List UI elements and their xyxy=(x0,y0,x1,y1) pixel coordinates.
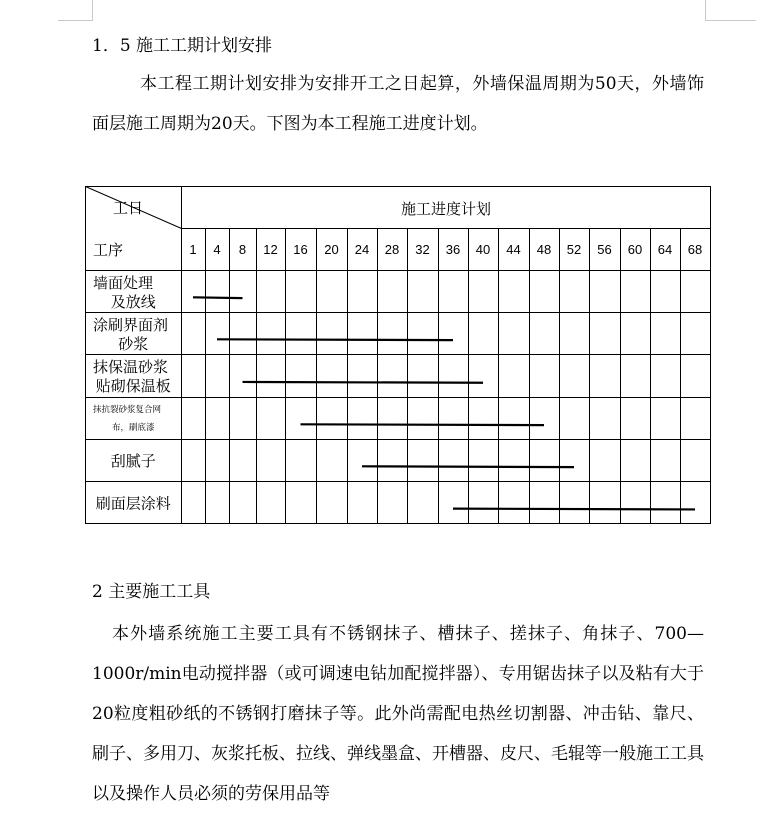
task-label: 贴砌保温板 xyxy=(95,377,171,395)
corner-label-bottom: 工序 xyxy=(93,241,124,259)
task-bar xyxy=(453,509,695,510)
section2-heading: 2 主要施工工具 xyxy=(92,582,211,602)
section2-paragraph: 本外墙系统施工主要工具有不锈钢抹子、槽抹子、搓抹子、角抹子、700—1000r/min电动搅拌器（或可调速电钻加配搅拌器）、专用锯齿抹子以及粘有大于20粒度粗砂纸的不锈钢打磨抹子等。此外尚需配电热丝切割器、冲击钻、靠尺、刷子、多用刀、灰浆托板、拉线、弹线墨盒、开槽器、皮尺、毛辊等一般施工工具以及操作人员必须的劳保用品等 xyxy=(92,624,704,804)
day-label: 4 xyxy=(213,242,221,257)
day-label: 24 xyxy=(354,242,370,257)
gantt-chart xyxy=(85,186,713,526)
day-label: 64 xyxy=(657,242,673,257)
day-label: 28 xyxy=(384,242,400,257)
day-label: 12 xyxy=(263,242,278,257)
page-corner-mark-left xyxy=(58,0,93,21)
section1-paragraph: 本工程工期计划安排为安排开工之日起算，外墙保温周期为50天，外墙饰面层施工周期为20天。下图为本工程施工进度计划。 xyxy=(92,74,704,134)
day-label: 8 xyxy=(238,242,247,257)
day-label: 44 xyxy=(506,242,521,257)
task-bar xyxy=(362,466,574,467)
task-label: 砂浆 xyxy=(118,335,149,353)
page-corner-mark-right xyxy=(705,0,756,21)
task-bar xyxy=(243,382,484,383)
task-label: 抹保温砂浆 xyxy=(93,358,169,376)
day-label: 16 xyxy=(293,242,308,257)
task-label: 墙面处理 xyxy=(93,274,154,292)
day-label: 20 xyxy=(324,242,339,257)
corner-label-top: 工日 xyxy=(113,199,144,217)
day-label: 48 xyxy=(536,242,552,257)
day-label: 32 xyxy=(415,242,430,257)
header-title: 施工进度计划 xyxy=(400,200,492,218)
day-label: 36 xyxy=(445,242,461,257)
day-label: 40 xyxy=(475,242,491,257)
task-label: 刷面层涂料 xyxy=(95,494,171,513)
day-label: 1 xyxy=(189,242,197,257)
task-label: 布，刷底漆 xyxy=(111,423,155,433)
task-bar xyxy=(217,339,453,340)
task-bar xyxy=(301,424,545,425)
task-label: 抹抗裂砂浆复合网 xyxy=(93,405,162,415)
task-label: 刮腻子 xyxy=(110,452,156,470)
section1-heading: 1．5 施工工期计划安排 xyxy=(92,36,273,56)
day-label: 56 xyxy=(597,242,612,257)
task-label: 及放线 xyxy=(110,293,156,311)
day-label: 68 xyxy=(687,242,703,257)
day-label: 60 xyxy=(627,242,643,257)
task-bar xyxy=(193,297,243,298)
task-label: 涂刷界面剂 xyxy=(93,316,169,334)
schedule-table xyxy=(85,186,713,530)
day-label: 52 xyxy=(566,242,582,257)
